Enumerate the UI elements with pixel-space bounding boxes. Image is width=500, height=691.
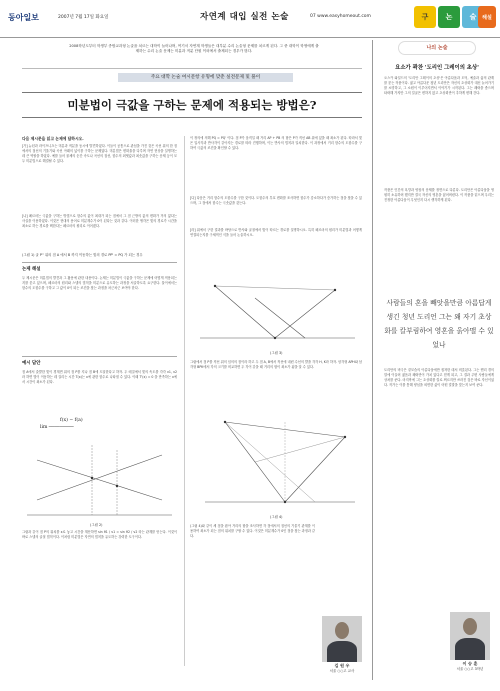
newspaper-logo: 동아일보: [8, 12, 39, 22]
intro-text: 2008학년도부터 학생부 종합교과형 논술을 치르는 대학이 늘어나며, 여기서 자연계 학생들은 대부분 수리 논술형 문제를 치르게 된다. 그 중 대학이 학생에게 출제하는 수리 논술 문제는 미분과 적분 단원 이외에서 출제되는 경우가 많다.: [69, 44, 319, 53]
issue-date: 2007년 7월 17일 화요일: [58, 15, 109, 20]
sidebar-paragraph-2: 작품은 인간의 욕망과 양심의 문제를 정면으로 다룬다. 도리안은 아름다움을 영원히 소유하려 했지만 결국 자신의 영혼을 잃어버린다. 이 작품을 읽으며 우리는 진정한 아름다움이 무엇인지 다시 생각하게 된다.: [384, 188, 494, 202]
formula-limit: lim ─────────: [40, 425, 74, 430]
headline: 미분법이 극값을 구하는 문제에 적용되는 방법은?: [22, 92, 362, 118]
figure-caption: (그림 1) 굴 P'' 위의 점 A 에서 B 까지 이동하는 빛의 경로 PP' = PQ 가 되는 경우: [22, 253, 143, 257]
sidebar-title: 요소가 꽉찬 '도리인 그레이의 초상': [395, 65, 479, 71]
column-divider: [184, 136, 185, 666]
masthead: [0, 0, 500, 38]
paragraph-col2-2: [다] 다음은 거리 함수의 도함수를 구한 것이다. 도함수의 부호 변화를 조사하면 함수가 감소하다가 증가하는 점을 찾을 수 있으며, 그 점에서 함수는 극솟값을 갖는다.: [190, 196, 362, 205]
figure-2-diagram: [22, 440, 177, 520]
section-title: 자연계 대입 실전 논술: [200, 12, 289, 22]
divider: [22, 262, 177, 263]
divider: [22, 356, 177, 357]
sidebar-paragraph-3: 도리안의 비극은 겉모습의 아름다움에만 집착한 데서 비롯된다. 그는 헨리 경의 말에 이끌려 젊음과 쾌락만이 가치 있다고 믿게 되고, 그 결과 주변 사람들에게 상처를 준다. 마지막에 그는 초상화를 칼로 찌르지만 쓰러진 것은 바로 자신이었다. 작가는 이를 통해 양심을 외면한 삶이 어떤 결말을 맞는지 보여 준다.: [384, 368, 494, 387]
problem-heading: 다음 제시문을 읽고 논제에 답하시오.: [22, 136, 84, 141]
column-divider: [372, 40, 373, 680]
sidebar-paragraph-1: 오스카 와일드의 '도리안 그레이의 초상'은 아름다움과 도덕, 예술과 삶의 관계를 묻는 작품이다. 젊고 아름다운 청년 도리안은 자신의 초상화가 대신 늙어가기를 소망하고, 그 소원이 이루어지면서 이야기가 시작된다. 그는 쾌락을 좇으며 타락해 가지만 그의 얼굴은 변하지 않고 초상화만이 추하게 변해 간다.: [384, 76, 494, 95]
pull-quote: 사람들의 혼을 빼앗을만큼 아름답게 생긴 청년 도리언 그는 왜 자기 초상화를 칼부림하여 영혼을 옭아맬 수 있었나: [384, 299, 494, 349]
author-photo: [450, 612, 490, 660]
author-photo: [322, 616, 362, 662]
formula-numerator: f(x) − f(a): [60, 418, 83, 423]
badge-icon: 구: [414, 6, 436, 28]
author-byline: 이 승 훈 서울 ○○고 3학년: [456, 661, 484, 671]
subheading-answer: 예시 답안: [22, 361, 41, 366]
divider: [22, 68, 362, 69]
badge-icon: 논: [438, 6, 460, 28]
paragraph-ga: [가] 뉴턴과 라이프니츠는 미분과 적분을 동시에 발견하였다. 이들이 공통으로 관심을 가진 것은 곡선 위의 한 점에서의 접선의 기울기와 곡선 아래의 넓이를 구하는 문제였다. 미분법은 변화율을 다루며 자연 현상을 설명하는 데 큰 역할을 하였다. 예를 들어 물체의 순간 속도나 곡선의 접선, 함수의 최댓값과 최솟값을 구하는 문제 등이 모두 미분법으로 해결될 수 있다.: [22, 144, 177, 163]
figure-caption: (그림 4): [270, 515, 283, 519]
figure-4-diagram: [195, 412, 360, 512]
paragraph-col2-1: 이 정의에 의해 PQ = PQ' 이다. 점 P가 움직일 때 거리 AP + PB 의 합은 P가 직선 AB 위에 있을 때 최소가 된다. 따라서 빛은 입사각과 반사각이 같아지는 경로를 따라 진행하며, 이는 반사의 법칙과 일치한다. 이 과정에서 거리 함수의 도함수를 구하여 극값의 조건을 확인할 수 있다.: [190, 136, 362, 150]
paragraph-col2-5: (그림 4)와 같이 세 점을 잡아 거리의 합을 조사하면 각 점에서의 접선의 기울기 관계를 이용하여 최소가 되는 점의 위치를 구할 수 있다. 이것은 미분계수가 0인 점을 찾는 과정과 같다.: [190, 524, 315, 538]
badge-icon: 술: [462, 6, 484, 28]
paragraph-answer-continued: 그림과 같이 점 P의 위치를 x로 놓고 시간을 계산하면 sin θ1 / v1 = sin θ2 / v2 라는 관계를 얻는다. 이것이 바로 스넬의 굴절 법칙이다. 이처럼 미분법은 자연의 법칙을 유도하는 강력한 도구이다.: [22, 530, 177, 539]
paragraph-answer: 점 A에서 출발한 빛이 경계면 위의 점 P를 지나 점 B에 도달한다고 하자. 두 매질에서 빛의 속도를 각각 v1, v2라 하면 빛이 이동하는 데 걸리는 시간 T(x)는 x에 관한 함수로 나타낼 수 있다. 이때 T'(x) = 0 을 만족하는 x에서 시간이 최소가 된다.: [22, 370, 177, 384]
kicker: 주요 대학 논술 여시문항 유형에 맞춘 실전문제 및 풀이: [118, 73, 293, 82]
paragraph-explanation: 두 제시문은 미분법의 발견과 그 활용에 관한 내용이다. 논제는 미분법이 극값을 구하는 문제에 어떻게 적용되는지를 묻고 있으며, 페르마의 원리와 스넬의 법칙을 미분으로 유도하는 과정을 서술하도록 요구한다. 풀이에서는 함수의 도함수를 구하고 그 값이 0이 되는 조건을 찾는 과정을 차근차근 보여야 한다.: [22, 276, 177, 290]
figure-caption: (그림 3): [270, 351, 283, 355]
figure-caption: (그림 2): [90, 523, 103, 527]
badge-icon: 해설: [478, 6, 496, 28]
figure-3-diagram: [195, 278, 360, 348]
paragraph-col2-4: 그림에서 점 P를 직선 위의 임의의 점이라 하고 두 점 A, B에서 직선에 내린 수선의 발을 각각 H, K라 하자. 삼각형 APH와 삼각형 BPK에서 각의 크기를 비교하면 두 각이 같을 때 거리의 합이 최소가 됨을 알 수 있다.: [190, 360, 362, 369]
author-byline: 김 원 우 서울 ○○고 교사: [329, 663, 355, 673]
subheading-explanation: 논제 해설: [22, 267, 41, 272]
page-number: 07 www.easyhomeout.com: [310, 14, 371, 19]
sidebar-banner: 나의 논술: [398, 41, 476, 55]
paragraph-col2-3: [라] 위에서 구한 결과를 바탕으로 반사와 굴절에서 빛이 따르는 경로를 설명하시오. 특히 페르마의 원리가 미분법과 어떻게 연결되는지를 구체적인 식을 들어 논술하시오.: [190, 228, 362, 237]
paragraph-na: [나] 페르마는 극값을 구하는 방법으로 함수의 값이 최대가 되는 점에서 그 점 근방의 값의 변화가 거의 없다는 사실을 이용하였다. 이것은 현대의 용어로 미분계수가 0이 된다는 것과 같다. 이러한 생각은 빛의 경로가 시간을 최소로 하는 경로를 택한다는 페르마의 원리로 이어졌다.: [22, 214, 177, 228]
